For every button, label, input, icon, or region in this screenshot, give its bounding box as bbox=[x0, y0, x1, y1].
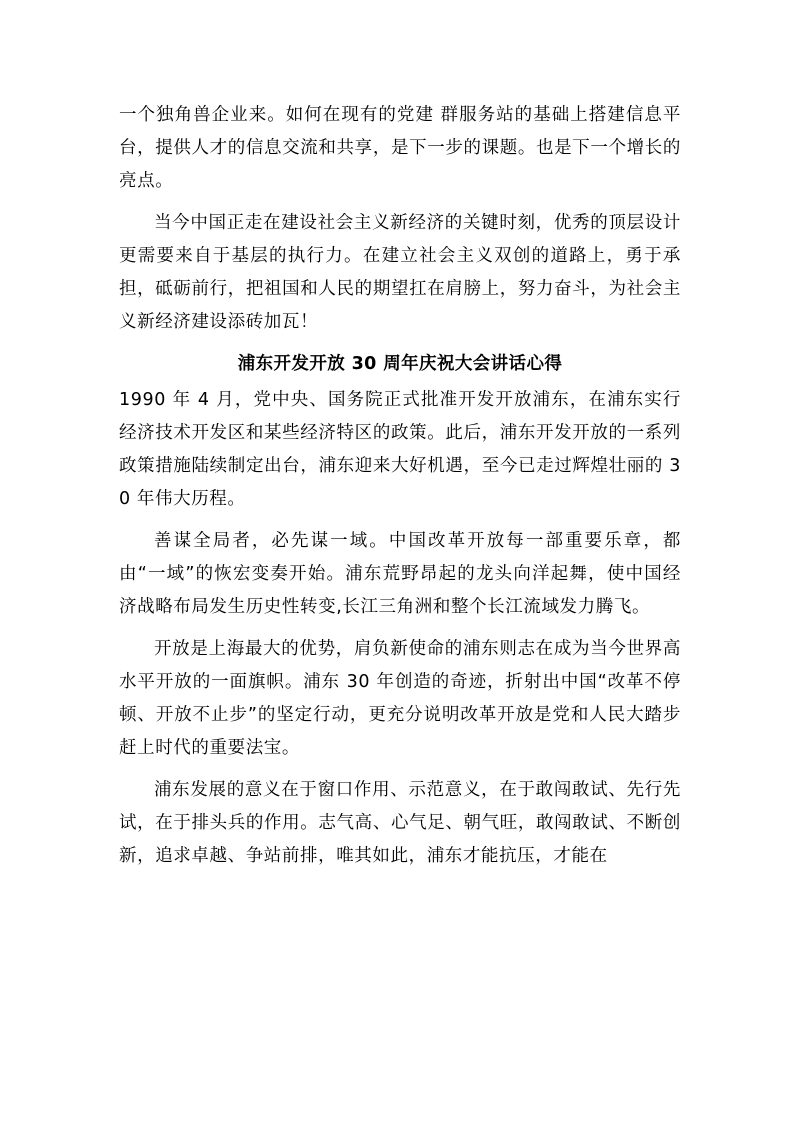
paragraph-3: 1990 年 4 月，党中央、国务院正式批准开发开放浦东，在浦东实行经济技术开发区和某些经济特区的政策。此后，浦东开发开放的一系列政策措施陆续制定出台，浦东迎来大好机遇，至今已走过辉煌壮丽的 30 年伟大历程。 bbox=[119, 390, 681, 509]
paragraph-2: 当今中国正走在建设社会主义新经济的关键时刻，优秀的顶层设计更需要来自于基层的执行力。在建立社会主义双创的道路上，勇于承担，砥砺前行，把祖国和人民的期望扛在肩膀上，努力奋斗，为社会主义新经济建设添砖加瓦！ bbox=[119, 213, 681, 332]
document-body bbox=[119, 99, 681, 882]
paragraph-6: 浦东发展的意义在于窗口作用、示范意义，在于敢闯敢试、先行先试，在于排头兵的作用。志气高、心气足、朝气旺，敢闯敢试、不断创新，追求卓越、争站前排，唯其如此，浦东才能抗压，才能在 bbox=[119, 780, 681, 866]
paragraph-4: 善谋全局者，必先谋一域。中国改革开放每一部重要乐章，都由“一域”的恢宏变奏开始。浦东荒野昂起的龙头向洋起舞，使中国经济战略布局发生历史性转变,长江三角洲和整个长江流域发力腾飞。 bbox=[119, 531, 681, 617]
paragraph-5: 开放是上海最大的优势，肩负新使命的浦东则志在成为当今世界高水平开放的一面旗帜。浦东 30 年创造的奇迹，折射出中国“改革不停顿、开放不止步”的坚定行动，更充分说明改革开放是党和人民大踏步赶上时代的重要法宝。 bbox=[119, 639, 681, 758]
paragraph-1: 一个独角兽企业来。如何在现有的党建 群服务站的基础上搭建信息平台，提供人才的信息交流和共享，是下一步的课题。也是下一个增长的亮点。 bbox=[119, 105, 681, 191]
section-title: 浦东开发开放 30 周年庆祝大会讲话心得 bbox=[237, 354, 563, 374]
